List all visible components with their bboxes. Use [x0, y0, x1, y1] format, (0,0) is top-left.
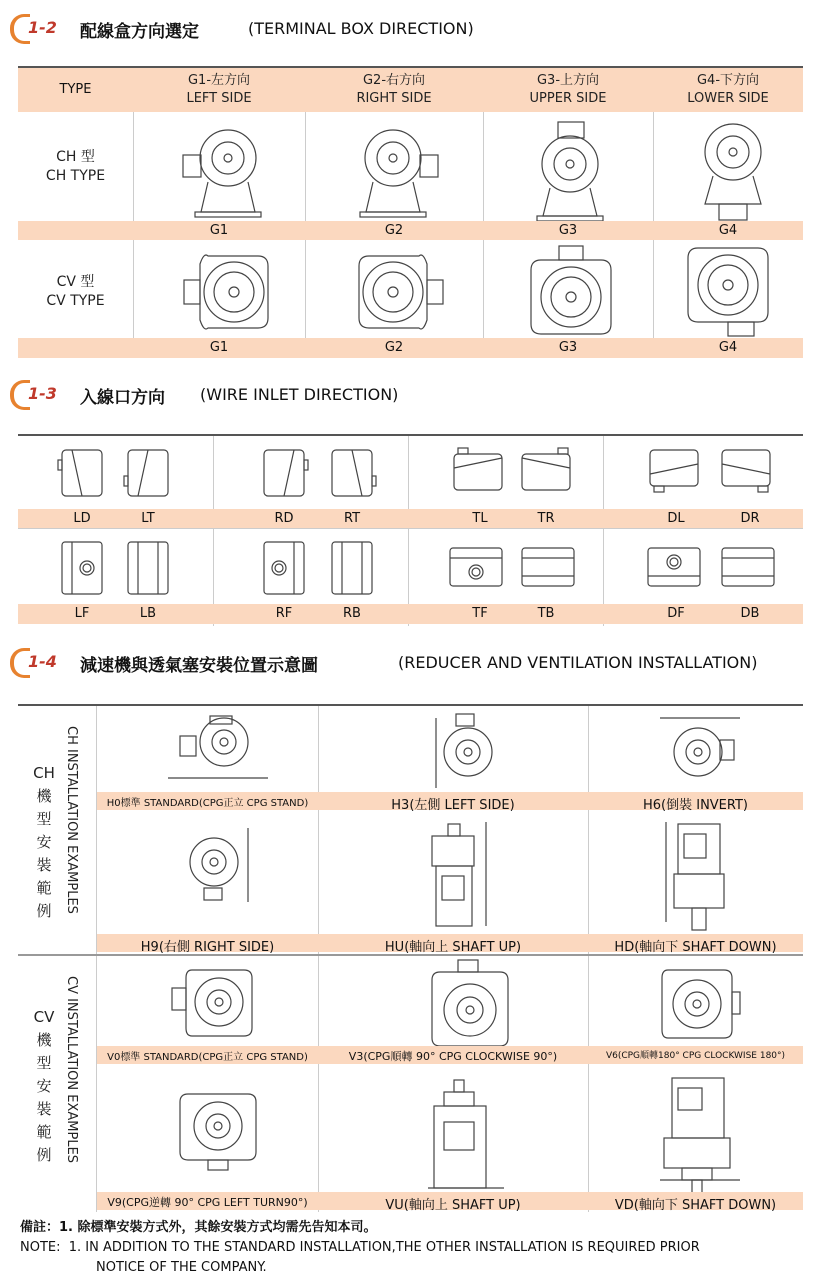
inlet-label-lf: LF — [74, 606, 90, 621]
note-block — [20, 1218, 810, 1278]
caption-hu: HU(軸向上 SHAFT UP) — [384, 940, 522, 955]
section-bracket-icon — [10, 380, 30, 410]
header-col-g1 — [133, 72, 305, 108]
cv-install-label — [24, 1006, 64, 1167]
label-char: 型 — [36, 810, 52, 828]
cv-g4-motor-drawing — [680, 242, 776, 342]
label-char: 安 — [36, 833, 52, 851]
section-bracket-icon — [10, 14, 30, 44]
ch-hu-drawing — [426, 818, 496, 930]
section-number: 1-2 — [28, 18, 57, 37]
inlet-lt-drawing — [122, 446, 172, 500]
inlet-label-rd: RD — [274, 511, 294, 526]
ch-h3-drawing — [426, 712, 506, 790]
section-title-en: (WIRE INLET DIRECTION) — [200, 385, 399, 404]
row-label-zh: CH 型 — [56, 149, 95, 165]
inlet-label-rf: RF — [275, 606, 293, 621]
type-header: TYPE — [59, 82, 92, 97]
label-char: 例 — [36, 902, 52, 920]
cv-g3-motor-drawing — [523, 242, 619, 342]
cv-v9-drawing — [176, 1090, 260, 1172]
section-title-en: (REDUCER AND VENTILATION INSTALLATION) — [398, 653, 758, 672]
header-col-g2 — [305, 72, 483, 108]
label-char: 裝 — [36, 1100, 52, 1118]
section-title-zh: 配線盒方向選定 — [80, 22, 199, 42]
note-en-line2: NOTICE OF THE COMPANY. — [96, 1260, 267, 1275]
inlet-label-ld: LD — [73, 511, 91, 526]
inlet-label-lt: LT — [141, 511, 155, 526]
cv-g4-label: G4 — [718, 340, 738, 355]
inlet-tr-drawing — [518, 446, 576, 496]
row-label-en: CH TYPE — [45, 168, 106, 184]
section-header-1-4 — [0, 646, 821, 682]
inlet-tf-drawing — [446, 544, 506, 590]
section-title-zh: 減速機與透氣塞安裝位置示意圖 — [80, 656, 318, 676]
ch-h6-drawing — [654, 712, 744, 786]
ch-g1-motor-drawing — [173, 120, 273, 220]
col-label-zh: G4-下方向 — [696, 73, 760, 88]
label-char: 機 — [36, 787, 52, 805]
cv-g1-motor-drawing — [180, 244, 276, 340]
cv-install-vertical-label: CV INSTALLATION EXAMPLES — [64, 976, 79, 1164]
section-bracket-icon — [10, 648, 30, 678]
installation-table — [18, 706, 803, 1212]
col-label-en: RIGHT SIDE — [356, 91, 432, 106]
terminal-box-table — [18, 68, 803, 358]
inlet-ld-drawing — [56, 446, 106, 500]
ch-g3-motor-drawing — [520, 118, 620, 224]
section-number: 1-4 — [28, 652, 57, 671]
caption-hd: HD(軸向下 SHAFT DOWN) — [614, 940, 777, 955]
cv-v3-drawing — [428, 958, 512, 1048]
caption-v6: V6(CPG順轉180° CPG CLOCKWISE 180°) — [605, 1051, 786, 1061]
cv-v6-drawing — [658, 964, 742, 1044]
wire-inlet-grid — [18, 436, 803, 626]
ch-g4-label: G4 — [718, 223, 738, 238]
header-col-g3 — [483, 72, 653, 108]
caption-v0: V0標準 STANDARD(CPG正立 CPG STAND) — [107, 1052, 308, 1063]
inlet-rf-drawing — [260, 538, 310, 598]
col-label-en: UPPER SIDE — [529, 91, 607, 106]
note-en-line1: NOTE: 1. IN ADDITION TO THE STANDARD INSTALLATION,THE OTHER INSTALLATION IS REQUIRED PRIOR — [20, 1240, 700, 1255]
col-label-zh: G3-上方向 — [536, 73, 600, 88]
inlet-tb-drawing — [518, 544, 578, 590]
ch-g4-motor-drawing — [683, 118, 783, 224]
inlet-label-tf: TF — [472, 606, 488, 621]
row-label-zh: CV 型 — [56, 274, 95, 290]
inlet-label-df: DF — [667, 606, 685, 621]
ch-g1-label: G1 — [209, 223, 229, 238]
section-title-en: (TERMINAL BOX DIRECTION) — [248, 19, 474, 38]
caption-h6: H6(倒裝 INVERT) — [642, 798, 749, 813]
inlet-label-tl: TL — [472, 511, 488, 526]
label-char: 機 — [36, 1031, 52, 1049]
label-char: 範 — [36, 879, 52, 897]
ch-h9-drawing — [168, 822, 258, 906]
caption-v9: V9(CPG逆轉 90° CPG LEFT TURN90°) — [107, 1196, 308, 1209]
row-type-label-cv — [18, 273, 133, 311]
inlet-rb-drawing — [328, 538, 378, 598]
col-label-en: LEFT SIDE — [186, 91, 252, 106]
caption-h9: H9(右側 RIGHT SIDE) — [140, 940, 275, 955]
inlet-rd-drawing — [260, 446, 310, 500]
note-zh: 備註：1. 除標準安裝方式外，其餘安裝方式均需先告知本司。 — [20, 1220, 377, 1235]
label-char: 例 — [36, 1146, 52, 1164]
label-char: 裝 — [36, 856, 52, 874]
inlet-label-tb: TB — [537, 606, 555, 621]
section-header-1-2 — [0, 12, 821, 48]
label-char: 型 — [36, 1054, 52, 1072]
row-type-label-ch — [18, 148, 133, 186]
caption-vd: VD(軸向下 SHAFT DOWN) — [614, 1198, 777, 1213]
inlet-db-drawing — [718, 544, 778, 590]
label-char: 安 — [36, 1077, 52, 1095]
ch-install-vertical-label: CH INSTALLATION EXAMPLES — [64, 726, 79, 914]
inlet-label-db: DB — [740, 606, 760, 621]
label-char: 範 — [36, 1123, 52, 1141]
label-char: CV — [33, 1008, 55, 1026]
row-label-en: CV TYPE — [46, 293, 105, 309]
inlet-label-rb: RB — [343, 606, 361, 621]
ch-install-label — [24, 762, 64, 923]
ch-h0-drawing — [168, 712, 268, 786]
inlet-rt-drawing — [328, 446, 378, 500]
inlet-dr-drawing — [718, 446, 776, 496]
inlet-label-dl: DL — [667, 511, 685, 526]
inlet-dl-drawing — [646, 446, 704, 496]
header-col-g4 — [653, 72, 803, 108]
cv-g1-label: G1 — [209, 340, 229, 355]
section-number: 1-3 — [28, 384, 57, 403]
inlet-label-dr: DR — [740, 511, 760, 526]
section-header-1-3 — [0, 378, 821, 414]
ch-g2-motor-drawing — [348, 120, 448, 220]
inlet-label-lb: LB — [139, 606, 157, 621]
inlet-label-tr: TR — [537, 511, 555, 526]
inlet-label-rt: RT — [343, 511, 361, 526]
cv-vd-drawing — [658, 1074, 742, 1198]
cv-g2-motor-drawing — [351, 244, 447, 340]
ch-g2-label: G2 — [384, 223, 404, 238]
cv-g3-label: G3 — [558, 340, 578, 355]
col-label-zh: G1-左方向 — [187, 73, 251, 88]
label-char: CH — [33, 764, 55, 782]
caption-vu: VU(軸向上 SHAFT UP) — [385, 1198, 521, 1213]
caption-h3: H3(左側 LEFT SIDE) — [391, 798, 515, 813]
col-label-zh: G2-右方向 — [362, 73, 426, 88]
col-label-en: LOWER SIDE — [687, 91, 769, 106]
caption-h0: H0標準 STANDARD(CPG正立 CPG STAND) — [106, 798, 309, 809]
inlet-df-drawing — [644, 544, 704, 590]
caption-v3: V3(CPG順轉 90° CPG CLOCKWISE 90°) — [348, 1050, 558, 1063]
cv-vu-drawing — [426, 1078, 506, 1194]
inlet-lb-drawing — [122, 538, 172, 598]
inlet-lf-drawing — [56, 538, 106, 598]
ch-hd-drawing — [658, 818, 738, 934]
cv-v0-drawing — [168, 962, 258, 1042]
ch-g3-label: G3 — [558, 223, 578, 238]
section-title-zh: 入線口方向 — [80, 388, 165, 408]
inlet-tl-drawing — [450, 446, 508, 496]
cv-g2-label: G2 — [384, 340, 404, 355]
